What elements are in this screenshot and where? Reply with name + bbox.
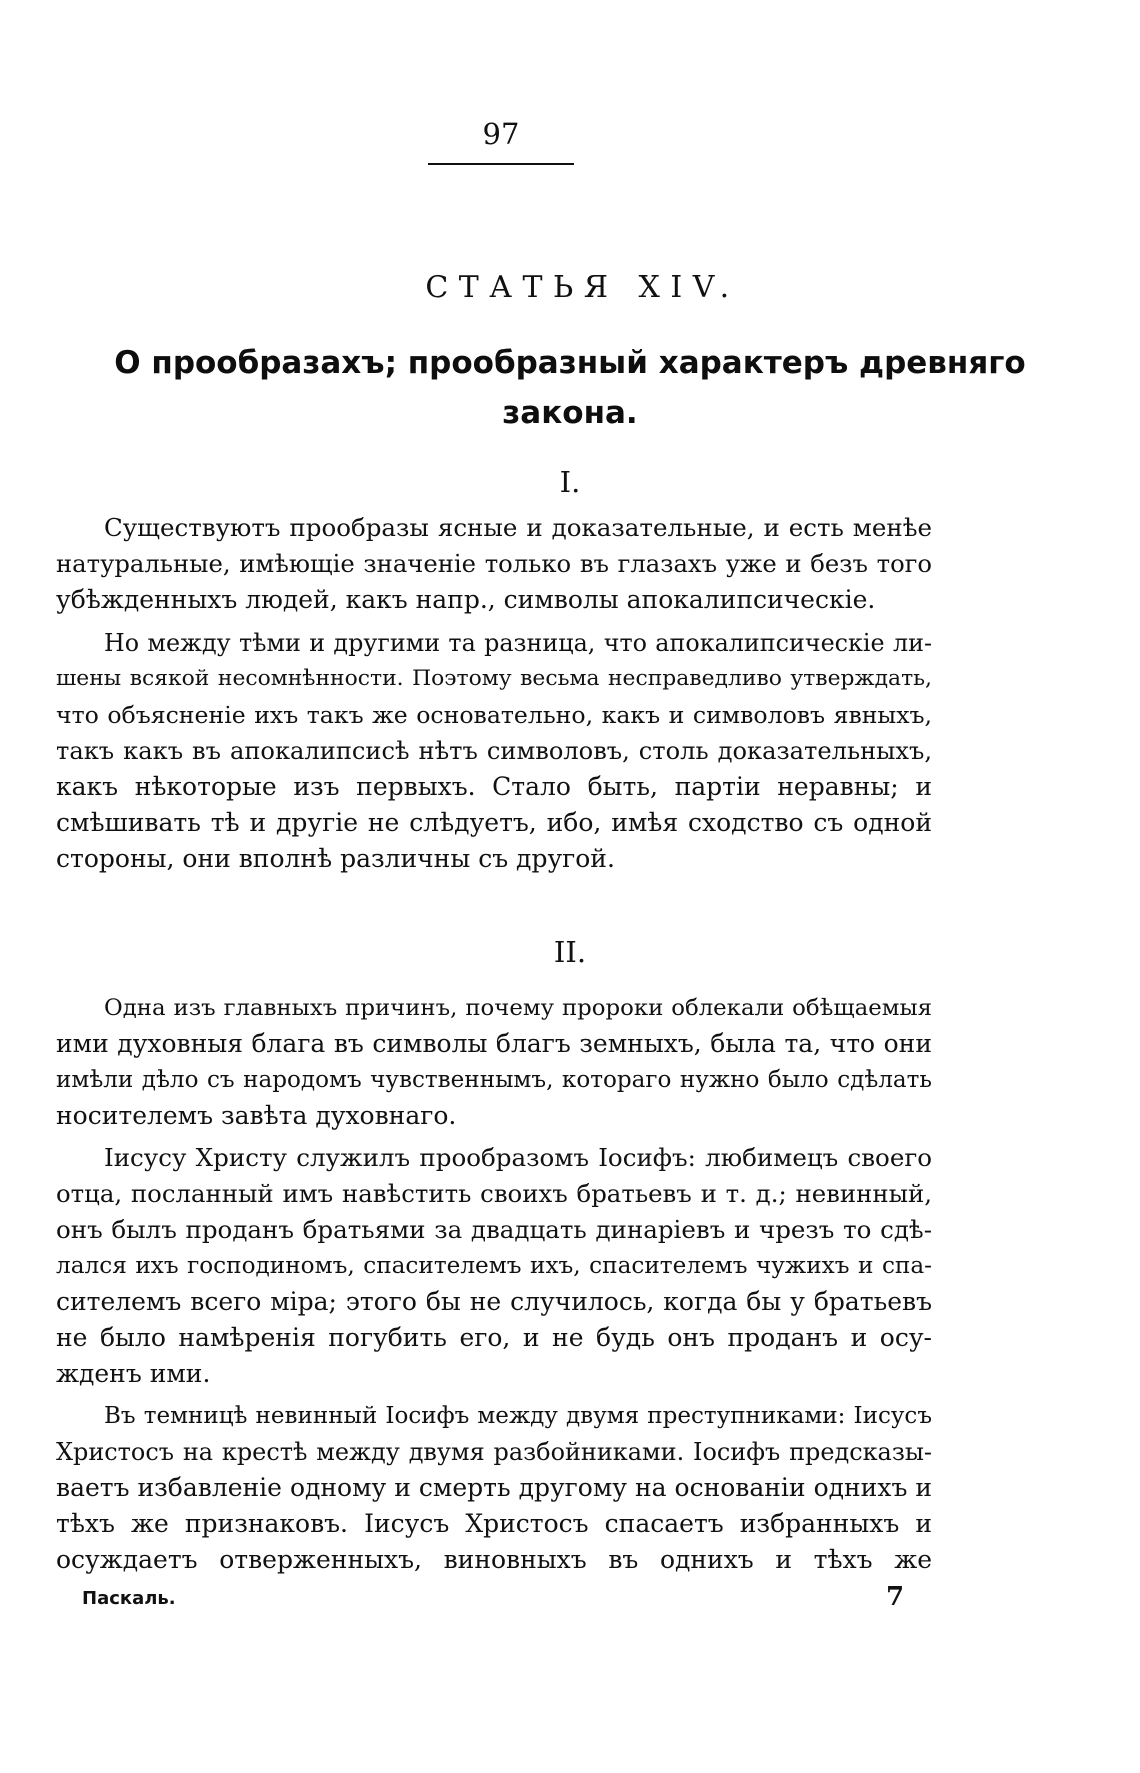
text-line: стороны, они вполнѣ различны съ другой. [56,844,615,873]
section-1-paragraph-2 [56,625,932,877]
text-line: такъ какъ въ апокалипсисѣ нѣтъ символовъ, столь доказательныхъ, [56,737,932,765]
text-line: Существуютъ прообразы ясные и доказательные, и есть менѣе [104,513,932,542]
text-line: жденъ ими. [56,1359,211,1388]
text-line: ваетъ избавленіе одному и смерть другому на основаніи однихъ и [56,1473,932,1502]
section-2-paragraph-1 [56,990,932,1134]
text-line: не было намѣренія погубить его, и не будь онъ проданъ и осу- [56,1323,932,1352]
section-number-1: I. [559,465,581,499]
text-line: сителемъ всего міра; этого бы не случилось, когда бы у братьевъ [56,1287,932,1316]
section-number-2: II. [553,935,587,969]
text-line: онъ былъ проданъ братьями за двадцать динаріевъ и чрезъ то сдѣ- [56,1215,932,1244]
text-line: Іисусу Христу служилъ прообразомъ Іосифъ: любимецъ своего [104,1143,932,1172]
article-title: СТАТЬЯ XIV. [425,270,740,305]
page-number: 97 [428,120,574,165]
text-line: отца, посланный имъ навѣстить своихъ братьевъ и т. д.; невинный, [56,1179,932,1208]
footer-author: Паскаль. [82,1588,176,1609]
section-2-paragraph-2 [56,1140,932,1392]
section-1-paragraph-1 [56,510,932,618]
text-line: что объясненіе ихъ такъ же основательно, какъ и символовъ явныхъ, [56,701,932,729]
text-line: носителемъ завѣта духовнаго. [56,1101,457,1130]
text-line: Въ темницѣ невинный Іосифъ между двумя преступниками: Іисусъ [104,1403,932,1429]
text-line: Христосъ на крестѣ между двумя разбойниками. Іосифъ предсказы- [56,1438,932,1466]
text-line: лался ихъ господиномъ, спасителемъ ихъ, спасителемъ чужихъ и спа- [56,1253,932,1279]
text-line: какъ нѣкоторые изъ первыхъ. Стало быть, партіи неравны; и [56,772,932,801]
text-line: тѣхъ же признаковъ. Іисусъ Христосъ спасаетъ избранныхъ и [56,1509,932,1538]
footer-signature-number: 7 [886,1582,905,1612]
article-heading: О прообразахъ; прообразный характеръ древняго закона. [114,345,1026,431]
text-line: натуральные, имѣющіе значеніе только въ глазахъ уже и безъ того [56,549,932,578]
text-line: шены всякой несомнѣнности. Поэтому весьма несправедливо утверждать, [56,666,932,691]
text-line: Но между тѣми и другими та разница, что апокалипсическіе ли- [104,629,932,657]
text-line: ими духовныя блага въ символы благъ земныхъ, была та, что они [56,1029,932,1058]
text-line: имѣли дѣло съ народомъ чувственнымъ, котораго нужно было сдѣлать [56,1067,932,1093]
text-line: смѣшивать тѣ и другіе не слѣдуетъ, ибо, имѣя сходство съ одной [56,808,932,837]
text-line: убѣжденныхъ людей, какъ напр., символы апокалипсическіе. [56,585,876,614]
text-line: Одна изъ главныхъ причинъ, почему пророки облекали обѣщаемыя [104,995,932,1021]
text-line: осуждаетъ отверженныхъ, виновныхъ въ однихъ и тѣхъ же [56,1545,932,1574]
section-2-paragraph-3 [56,1398,932,1578]
